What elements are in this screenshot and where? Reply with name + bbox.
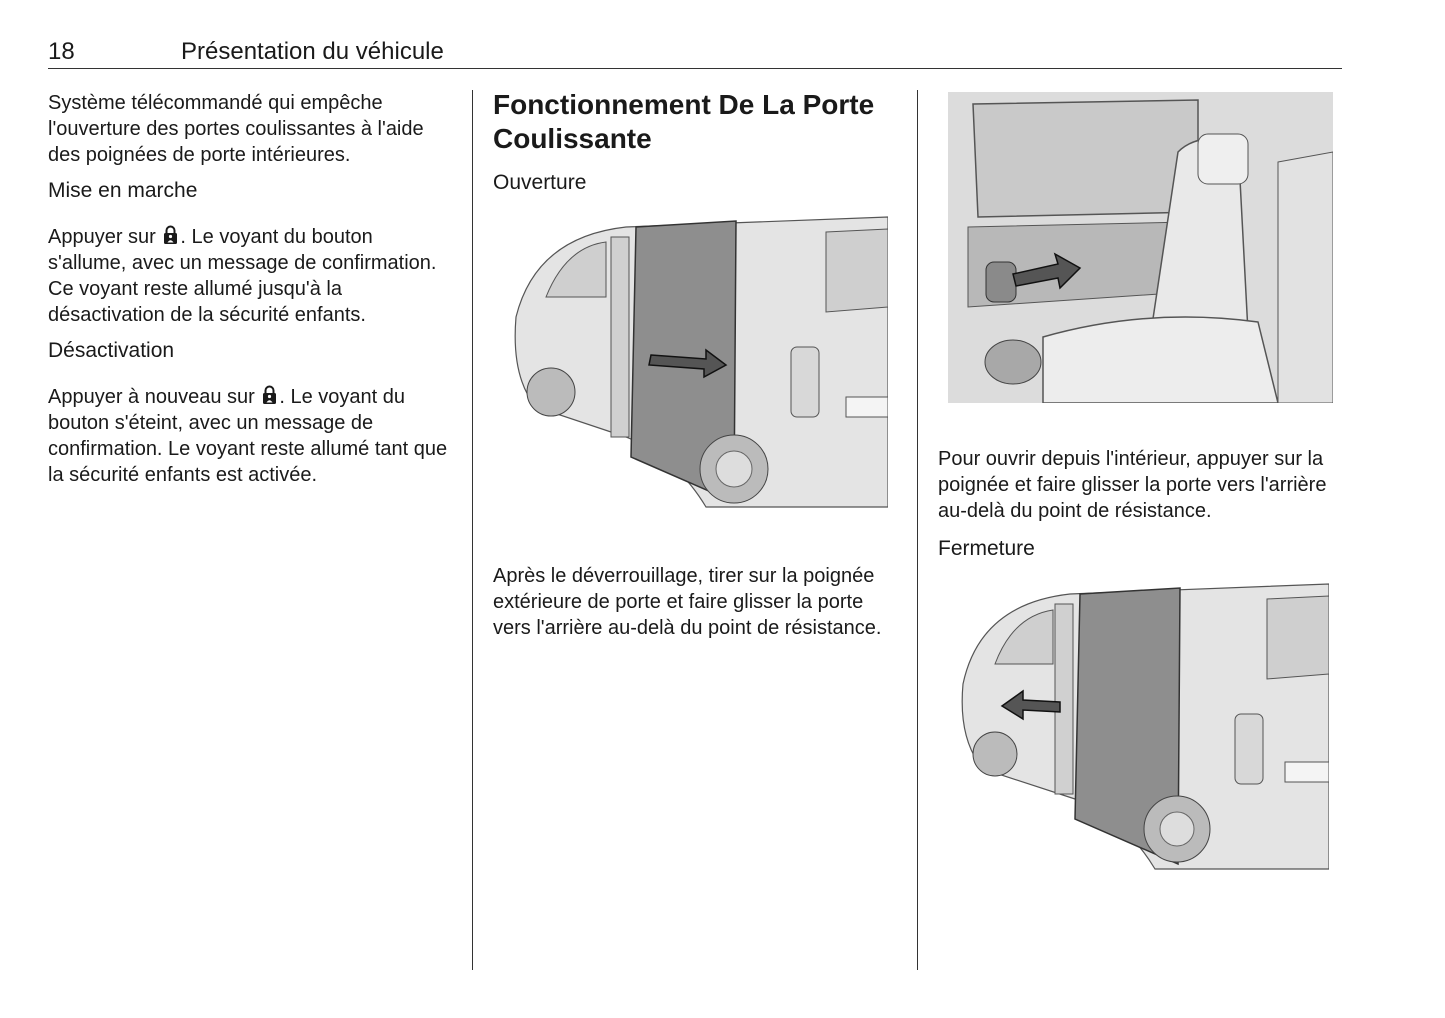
- activation-heading: Mise en marche: [48, 179, 198, 202]
- section-title: Fonctionnement De La Porte Coulissante: [493, 89, 875, 154]
- deactivation-text-before: Appuyer à nouveau sur: [48, 386, 255, 408]
- opening-text-block: [493, 563, 893, 641]
- child-lock-icon: [262, 385, 277, 405]
- child-lock-icon: [163, 225, 178, 245]
- van-opening-illustration: [506, 207, 888, 519]
- opening-heading: Ouverture: [493, 171, 587, 194]
- page-title: Présentation du véhicule: [181, 38, 444, 65]
- deactivation-paragraph: [48, 384, 448, 488]
- left-column: [48, 90, 448, 488]
- page-number: 18: [48, 38, 75, 65]
- interior-handle-illustration: [948, 92, 1333, 403]
- interior-paragraph: Pour ouvrir depuis l'intérieur, appuyer sur la poignée et faire glisser la porte vers l'arrière au-delà du point de résistance.: [938, 448, 1327, 522]
- deactivation-heading: Désactivation: [48, 339, 175, 362]
- activation-paragraph: [48, 224, 448, 328]
- header-divider: [48, 68, 1342, 69]
- column-divider-right: [917, 90, 918, 970]
- column-divider-left: [472, 90, 473, 970]
- activation-text-before: Appuyer sur: [48, 226, 156, 248]
- van-closing-illustration: [955, 574, 1329, 878]
- deactivation-text-after: . Le voyant du bouton s'éteint, avec un message de confirmation. Le voyant reste allumé tant que la sécurité enfants est activée.: [48, 386, 448, 486]
- opening-paragraph: Après le déverrouillage, tirer sur la poignée extérieure de porte et faire glisser la porte vers l'arrière au-delà du point de résistance.: [493, 565, 882, 639]
- closing-heading: Fermeture: [938, 537, 1035, 560]
- intro-paragraph: Système télécommandé qui empêche l'ouverture des portes coulissantes à l'aide des poignées de porte intérieures.: [48, 92, 424, 166]
- right-column: [938, 446, 1348, 562]
- middle-column: [493, 88, 893, 196]
- activation-text-after: . Le voyant du bouton s'allume, avec un message de confirmation. Ce voyant reste allumé jusqu'à la désactivation de la sécurité enfants.: [48, 226, 437, 326]
